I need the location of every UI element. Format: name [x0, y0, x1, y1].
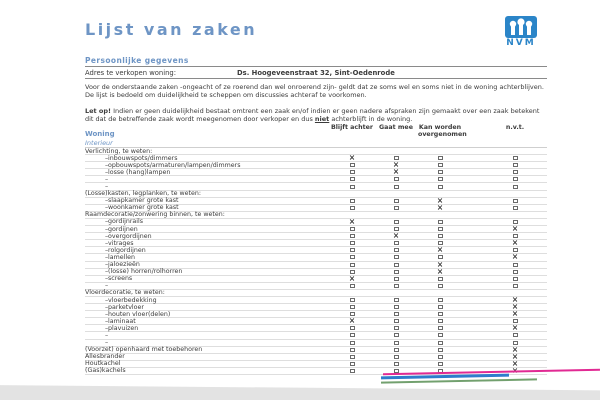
checkbox-empty[interactable]	[493, 163, 537, 167]
checkbox-empty[interactable]	[330, 163, 374, 167]
checkbox-empty[interactable]	[374, 284, 418, 288]
checkbox-empty[interactable]	[374, 362, 418, 366]
checkbox-empty[interactable]	[374, 341, 418, 345]
checkbox-empty[interactable]	[374, 248, 418, 252]
checkbox-empty[interactable]	[330, 234, 374, 238]
checkbox-marked[interactable]	[493, 254, 537, 260]
checkbox-icon	[513, 170, 518, 174]
checkbox-icon	[438, 284, 443, 288]
checkbox-icon	[394, 263, 399, 267]
dash-bullet: –	[105, 154, 109, 162]
x-mark-icon: ×	[348, 316, 356, 326]
x-mark-icon: ×	[348, 153, 356, 163]
address-label: Adres te verkopen woning:	[85, 68, 177, 77]
checkbox-empty[interactable]	[330, 341, 374, 345]
x-mark-icon: ×	[436, 259, 444, 269]
checkbox-marked[interactable]	[330, 155, 374, 161]
row-label	[85, 176, 330, 183]
dash-bullet: –	[105, 253, 109, 261]
dash-bullet: –	[105, 303, 109, 311]
checkbox-icon	[350, 284, 355, 288]
checkbox-empty[interactable]	[418, 362, 462, 366]
dash-bullet: –	[105, 161, 109, 169]
row-label	[85, 282, 330, 289]
x-mark-icon: ×	[511, 224, 519, 234]
checkbox-empty[interactable]	[418, 255, 462, 259]
column-headers	[330, 124, 537, 138]
x-mark-icon: ×	[511, 309, 519, 319]
checkbox-empty[interactable]	[374, 319, 418, 323]
x-mark-icon: ×	[348, 273, 356, 283]
checkbox-icon	[350, 263, 355, 267]
checkbox-icon	[394, 248, 399, 252]
checkbox-icon	[438, 255, 443, 259]
row-label: –gordijnrails	[85, 218, 330, 225]
checkbox-empty[interactable]	[493, 199, 537, 203]
address-value: Ds. Hoogeveenstraat 32, Sint-Oedenrode	[237, 68, 395, 77]
checkbox-icon	[438, 234, 443, 238]
checkbox-icon	[513, 341, 518, 345]
checkbox-empty[interactable]	[418, 163, 462, 167]
dash-bullet: –	[105, 183, 109, 191]
x-mark-icon: ×	[436, 266, 444, 276]
checkbox-icon	[438, 319, 443, 323]
checkbox-icon	[438, 177, 443, 181]
checkbox-empty[interactable]	[330, 348, 374, 352]
checkbox-icon	[394, 241, 399, 245]
checkbox-icon	[513, 177, 518, 181]
checkbox-empty[interactable]	[330, 362, 374, 366]
checkbox-empty[interactable]	[330, 326, 374, 330]
checkbox-icon	[394, 362, 399, 366]
row-label: (Losse)kasten, legplanken, te weten:	[85, 190, 201, 198]
checkbox-marked[interactable]	[374, 169, 418, 175]
row-label: –screens	[85, 275, 330, 282]
col-header-kan-worden-overgenomen: Kan worden overgenomen	[418, 124, 467, 138]
checkbox-icon	[394, 177, 399, 181]
row-label: –opbouwspots/armaturen/lampen/dimmers	[85, 162, 330, 169]
checkbox-icon	[394, 333, 399, 337]
row-label: (Gas)kachels	[85, 367, 126, 375]
checkbox-icon	[350, 199, 355, 203]
checkbox-icon	[438, 348, 443, 352]
row-label: –plavuizen	[85, 325, 330, 332]
dash-bullet: –	[105, 310, 109, 318]
checkbox-empty[interactable]	[330, 199, 374, 203]
note-body-2: achterblijft in de woning.	[329, 114, 413, 123]
checkbox-icon	[438, 185, 443, 189]
row-label	[85, 332, 330, 339]
checkbox-empty[interactable]	[493, 177, 537, 181]
checkbox-empty[interactable]	[418, 170, 462, 174]
checkbox-icon	[513, 263, 518, 267]
checkbox-marked[interactable]	[418, 266, 462, 276]
checkbox-icon	[394, 206, 399, 210]
checkbox-empty[interactable]	[418, 234, 462, 238]
col-header-blijft-achter: Blijft achter	[330, 124, 374, 131]
checkbox-marked[interactable]	[493, 226, 537, 232]
checkbox-icon	[513, 333, 518, 337]
checkbox-icon	[394, 312, 399, 316]
x-mark-icon: ×	[392, 160, 400, 170]
checkbox-empty[interactable]	[418, 326, 462, 330]
checkbox-empty[interactable]	[418, 298, 462, 302]
checkbox-empty[interactable]	[418, 277, 462, 281]
row-label: –vitrages	[85, 240, 330, 247]
dash-bullet: –	[105, 339, 109, 347]
row-label: (Voorzet) openhaard met toebehoren	[85, 346, 203, 354]
checkbox-empty[interactable]	[493, 185, 537, 189]
checkbox-empty[interactable]	[330, 248, 374, 252]
checkbox-empty[interactable]	[330, 255, 374, 259]
checkbox-icon	[350, 369, 355, 373]
checkbox-empty[interactable]	[374, 263, 418, 267]
checkbox-icon	[438, 312, 443, 316]
checkbox-empty[interactable]	[418, 185, 462, 189]
checkbox-icon	[438, 227, 443, 231]
checkbox-icon	[394, 355, 399, 359]
checkbox-marked[interactable]	[330, 318, 374, 324]
page-bottom-edge	[0, 385, 600, 400]
checkbox-icon	[438, 305, 443, 309]
items-table	[85, 147, 547, 375]
checkbox-marked[interactable]	[493, 311, 537, 317]
note-emphasis: niet	[314, 114, 330, 123]
nvm-logo-icon	[505, 16, 537, 38]
row-label: –overgordijnen	[85, 233, 330, 240]
personal-data-heading: Persoonlijke gegevens	[85, 56, 189, 65]
checkbox-icon	[438, 156, 443, 160]
x-mark-icon: ×	[392, 167, 400, 177]
checkbox-empty[interactable]	[493, 277, 537, 281]
checkbox-icon	[394, 341, 399, 345]
dash-bullet: –	[105, 268, 109, 276]
checkbox-empty[interactable]	[493, 156, 537, 160]
checkbox-empty[interactable]	[418, 341, 462, 345]
checkbox-empty[interactable]	[374, 298, 418, 302]
x-mark-icon: ×	[511, 302, 519, 312]
checkbox-icon	[438, 170, 443, 174]
checkbox-empty[interactable]	[493, 270, 537, 274]
x-mark-icon: ×	[511, 344, 519, 354]
checkbox-marked[interactable]	[418, 247, 462, 253]
checkbox-icon	[350, 355, 355, 359]
checkbox-empty[interactable]	[418, 156, 462, 160]
row-label: –parketvloer	[85, 304, 330, 311]
x-mark-icon: ×	[511, 238, 519, 248]
x-mark-icon: ×	[348, 216, 356, 226]
x-mark-icon: ×	[511, 295, 519, 305]
x-mark-icon: ×	[511, 323, 519, 333]
checkbox-icon	[350, 305, 355, 309]
checkbox-icon	[438, 355, 443, 359]
checkbox-icon	[394, 255, 399, 259]
checkbox-empty[interactable]	[418, 355, 462, 359]
row-label: Houtkachel	[85, 360, 121, 368]
checkbox-icon	[394, 277, 399, 281]
dash-bullet: –	[105, 317, 109, 325]
row-label: Verlichting, te weten:	[85, 147, 153, 155]
dash-bullet: –	[105, 168, 109, 176]
checkbox-empty[interactable]	[493, 333, 537, 337]
checkbox-marked[interactable]	[330, 216, 374, 226]
checkbox-icon	[350, 177, 355, 181]
checkbox-icon	[350, 348, 355, 352]
checkbox-icon	[350, 227, 355, 231]
checkbox-icon	[350, 326, 355, 330]
checkbox-empty[interactable]	[330, 185, 374, 189]
checkbox-empty[interactable]	[374, 355, 418, 359]
checkbox-empty[interactable]	[374, 199, 418, 203]
x-mark-icon: ×	[511, 252, 519, 262]
checkbox-icon	[513, 163, 518, 167]
checkbox-icon	[438, 298, 443, 302]
page-title: Lijst van zaken	[85, 20, 258, 39]
checkbox-icon	[350, 206, 355, 210]
checkbox-icon	[394, 298, 399, 302]
group-subtitle-interieur: Interieur	[85, 139, 113, 147]
checkbox-empty[interactable]	[374, 220, 418, 224]
checkbox-empty[interactable]	[374, 185, 418, 189]
checkbox-icon	[350, 185, 355, 189]
checkbox-icon	[438, 333, 443, 337]
checkbox-empty[interactable]	[330, 177, 374, 181]
checkbox-icon	[394, 326, 399, 330]
checkbox-icon	[394, 319, 399, 323]
col-header-gaat-mee: Gaat mee	[379, 124, 413, 131]
checkbox-icon	[350, 362, 355, 366]
checkbox-empty[interactable]	[493, 284, 537, 288]
checkbox-empty[interactable]	[493, 206, 537, 210]
checkbox-icon	[438, 277, 443, 281]
checkbox-icon	[513, 199, 518, 203]
checkbox-icon	[513, 277, 518, 281]
x-mark-icon: ×	[436, 195, 444, 205]
checkbox-empty[interactable]	[418, 348, 462, 352]
checkbox-empty[interactable]	[374, 305, 418, 309]
row-label: Raamdecoratie/zonwering binnen, te weten:	[85, 211, 225, 219]
dash-bullet: –	[105, 246, 109, 254]
x-mark-icon: ×	[511, 351, 519, 361]
row-label: –slaapkamer grote kast	[85, 197, 330, 204]
checkbox-icon	[438, 220, 443, 224]
checkbox-marked[interactable]	[493, 240, 537, 246]
row-label	[85, 183, 330, 190]
dash-bullet: –	[105, 296, 109, 304]
checkbox-icon	[350, 234, 355, 238]
checkbox-icon	[350, 248, 355, 252]
address-row	[85, 66, 547, 79]
checkbox-empty[interactable]	[330, 284, 374, 288]
checkbox-empty[interactable]	[330, 206, 374, 210]
checkbox-empty[interactable]	[418, 312, 462, 316]
row-label: –houten vloer(delen)	[85, 311, 330, 318]
checkbox-icon	[394, 270, 399, 274]
checkbox-icon	[350, 163, 355, 167]
checkbox-empty[interactable]	[330, 241, 374, 245]
checkbox-marked[interactable]	[493, 325, 537, 331]
dash-bullet: –	[105, 239, 109, 247]
row-label: –laminaat	[85, 318, 330, 325]
checkbox-icon	[438, 163, 443, 167]
checkbox-empty[interactable]	[493, 170, 537, 174]
group-title-woning: Woning	[85, 130, 115, 138]
checkbox-empty[interactable]	[374, 348, 418, 352]
checkbox-empty[interactable]	[374, 255, 418, 259]
checkbox-empty[interactable]	[330, 263, 374, 267]
checkbox-icon	[350, 170, 355, 174]
row-label: –losse (hang)lampen	[85, 169, 330, 176]
checkbox-empty[interactable]	[418, 220, 462, 224]
checkbox-icon	[394, 348, 399, 352]
checkbox-empty[interactable]	[374, 277, 418, 281]
checkbox-icon	[394, 284, 399, 288]
dash-bullet: –	[105, 282, 109, 290]
col-header-nvt: n.v.t.	[505, 124, 525, 131]
checkbox-icon	[350, 241, 355, 245]
checkbox-empty[interactable]	[374, 241, 418, 245]
nvm-logo-text: NVM	[506, 38, 536, 48]
row-label: –gordijnen	[85, 226, 330, 233]
row-label: –lamellen	[85, 254, 330, 261]
checkbox-empty[interactable]	[374, 326, 418, 330]
checkbox-icon	[350, 333, 355, 337]
dash-bullet: –	[105, 225, 109, 233]
checkbox-icon	[350, 341, 355, 345]
row-label: Allesbrander	[85, 353, 125, 361]
checkbox-empty[interactable]	[418, 284, 462, 288]
dash-bullet: –	[105, 232, 109, 240]
checkbox-icon	[394, 220, 399, 224]
row-label	[85, 339, 330, 346]
row-label: –inbouwspots/dimmers	[85, 155, 330, 162]
checkbox-empty[interactable]	[374, 206, 418, 210]
checkbox-icon	[394, 305, 399, 309]
row-label: –(losse) horren/rolhorren	[85, 268, 330, 275]
checkbox-empty[interactable]	[330, 298, 374, 302]
checkbox-empty[interactable]	[374, 270, 418, 274]
checkbox-marked[interactable]	[418, 202, 462, 212]
checkbox-empty[interactable]	[330, 227, 374, 231]
note-body-1: Indien er geen duidelijkheid bestaat omtrent een zaak en/of indien er geen nadere afspraken zijn gemaakt over een zaak betekent dit dat de betreffende zaak wordt meegenomen door verkoper en dus	[85, 107, 540, 123]
nvm-logo	[503, 16, 539, 48]
checkbox-icon	[350, 298, 355, 302]
checkbox-marked[interactable]	[374, 233, 418, 239]
checkbox-empty[interactable]	[330, 369, 374, 373]
checkbox-empty[interactable]	[374, 177, 418, 181]
row-label: –vloerbedekking	[85, 297, 330, 304]
checkbox-empty[interactable]	[418, 227, 462, 231]
checkbox-empty[interactable]	[374, 312, 418, 316]
checkbox-icon	[438, 362, 443, 366]
x-mark-icon: ×	[436, 202, 444, 212]
row-label: Vloerdecoratie, te weten:	[85, 289, 165, 297]
dash-bullet: –	[105, 204, 109, 212]
checkbox-empty[interactable]	[374, 333, 418, 337]
checkbox-empty[interactable]	[330, 305, 374, 309]
checkbox-empty[interactable]	[418, 305, 462, 309]
dash-bullet: –	[105, 324, 109, 332]
checkbox-icon	[438, 341, 443, 345]
note-prefix: Let op!	[85, 107, 112, 115]
checkbox-empty[interactable]	[330, 170, 374, 174]
checkbox-empty[interactable]	[330, 355, 374, 359]
checkbox-empty[interactable]	[330, 333, 374, 337]
x-mark-icon: ×	[511, 358, 519, 368]
checkbox-empty[interactable]	[493, 263, 537, 267]
checkbox-marked[interactable]	[330, 273, 374, 283]
checkbox-icon	[513, 270, 518, 274]
checkbox-icon	[438, 326, 443, 330]
checkbox-icon	[350, 255, 355, 259]
intro-paragraph: Voor de onderstaande zaken -ongeacht of ze roerend dan wel onroerend zijn- geldt dat ze soms wel en soms niet in de woning achterblijven. De lijst is bedoeld om duidelijkheid te scheppen om discussies achteraf te voorkomen.	[85, 83, 544, 99]
dash-bullet: –	[105, 197, 109, 205]
dash-bullet: –	[105, 218, 109, 226]
checkbox-icon	[513, 284, 518, 288]
dash-bullet: –	[105, 175, 109, 183]
checkbox-empty[interactable]	[493, 341, 537, 345]
dash-bullet: –	[105, 261, 109, 269]
checkbox-empty[interactable]	[418, 319, 462, 323]
row-label: –rolgordijnen	[85, 247, 330, 254]
dash-bullet: –	[105, 331, 109, 339]
row-label: –woonkamer grote kast	[85, 204, 330, 211]
checkbox-empty[interactable]	[418, 333, 462, 337]
checkbox-icon	[513, 156, 518, 160]
checkbox-icon	[394, 185, 399, 189]
x-mark-icon: ×	[436, 245, 444, 255]
checkbox-icon	[394, 199, 399, 203]
x-mark-icon: ×	[392, 231, 400, 241]
checkbox-icon	[513, 185, 518, 189]
row-label: –jaloezieën	[85, 261, 330, 268]
checkbox-icon	[513, 206, 518, 210]
note-paragraph	[85, 108, 549, 123]
dash-bullet: –	[105, 275, 109, 283]
checkbox-empty[interactable]	[418, 177, 462, 181]
